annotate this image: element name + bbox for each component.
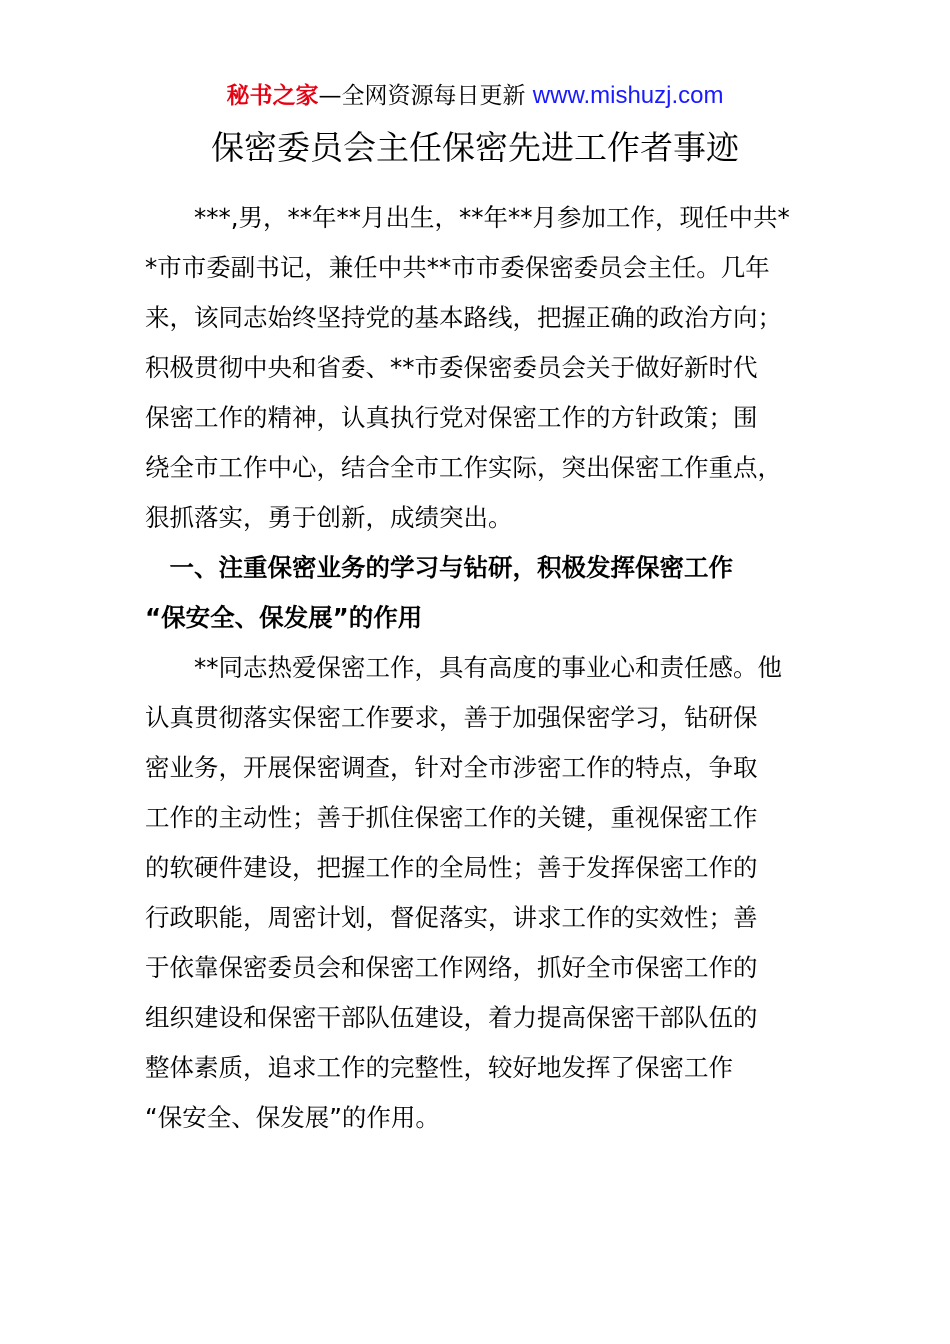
- body-line: 狠抓落实，勇于创新，成绩突出。: [145, 503, 513, 532]
- section-heading-line: 一、注重保密业务的学习与钻研，积极发挥保密工作: [145, 553, 733, 582]
- body-line: **同志热爱保密工作，具有高度的事业心和责任感。他: [145, 653, 782, 682]
- site-tagline: —全网资源每日更新: [318, 83, 533, 109]
- site-header: [0, 80, 950, 112]
- body-line: ***,男，**年**月出生，**年**月参加工作，现任中共*: [145, 203, 790, 232]
- body-line: 行政职能，周密计划，督促落实，讲求工作的实效性；善: [145, 903, 758, 932]
- document-title: 保密委员会主任保密先进工作者事迹: [211, 128, 739, 167]
- section-heading-line: “保安全、保发展”的作用: [145, 603, 423, 632]
- body-line: 于依靠保密委员会和保密工作网络，抓好全市保密工作的: [145, 953, 758, 982]
- body-line: 认真贯彻落实保密工作要求，善于加强保密学习，钻研保: [145, 703, 758, 732]
- body-line: 整体素质，追求工作的完整性，较好地发挥了保密工作: [145, 1053, 733, 1082]
- body-line: 组织建设和保密干部队伍建设，着力提高保密干部队伍的: [145, 1003, 758, 1032]
- body-line: 绕全市工作中心，结合全市工作实际，突出保密工作重点，: [145, 453, 782, 482]
- body-line: 密业务，开展保密调查，针对全市涉密工作的特点，争取: [145, 753, 758, 782]
- brand-name: 秘书之家: [226, 83, 319, 109]
- body-line: 的软硬件建设，把握工作的全局性；善于发挥保密工作的: [145, 853, 758, 882]
- body-line: *市市委副书记，兼任中共**市市委保密委员会主任。几年: [145, 253, 770, 282]
- body-line: 工作的主动性；善于抓住保密工作的关键，重视保密工作: [145, 803, 758, 832]
- body-line: 积极贯彻中央和省委、**市委保密委员会关于做好新时代: [145, 353, 758, 382]
- body-line: 来，该同志始终坚持党的基本路线，把握正确的政治方向；: [145, 303, 782, 332]
- body-line: “保安全、保发展”的作用。: [145, 1103, 440, 1132]
- site-url-link[interactable]: www.mishuzj.com: [532, 82, 724, 109]
- body-line: 保密工作的精神，认真执行党对保密工作的方针政策；围: [145, 403, 758, 432]
